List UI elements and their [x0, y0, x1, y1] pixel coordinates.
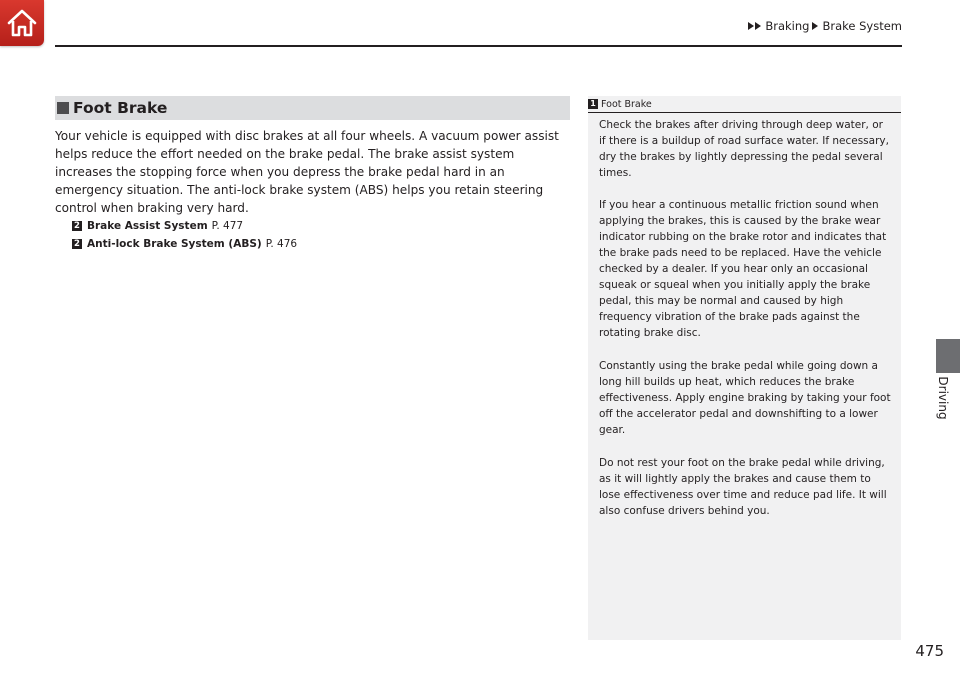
xref-page: P. 477: [211, 220, 244, 232]
xref-page: P. 476: [265, 238, 298, 250]
breadcrumb-arrow-icon: [748, 22, 754, 30]
section-body-text: Your vehicle is equipped with disc brakes at all four wheels. A vacuum power assist helps reduce the effort needed on the brake pedal. The brake assist system increases the stopping force when you depress the brake pedal hard in an emergency situation. The anti-lock brake system (ABS) helps you retain steering control when braking very hard.: [55, 129, 559, 215]
note-paragraph: Check the brakes after driving through deep water, or if there is a buildup of road surface water. If necessary, dry the brakes by lightly depressing the pedal several times.: [599, 119, 889, 179]
xref-anti-lock-brake-system[interactable]: [72, 238, 297, 250]
xref-arrow-icon: 2: [72, 221, 82, 231]
note-paragraph: Constantly using the brake pedal while going down a long hill builds up heat, which reduces the brake effectiveness. Apply engine braking by taking your foot off the accelerator pedal and downshifting to a lower gear.: [599, 360, 891, 436]
note-paragraph: Do not rest your foot on the brake pedal while driving, as it will lightly apply the brakes and cause them to lose effectiveness over time and reduce pad life. It will also confuse drivers behind you.: [599, 457, 887, 517]
xref-arrow-icon: 2: [72, 239, 82, 249]
home-icon: [5, 6, 39, 40]
section-title: Foot Brake: [73, 99, 168, 117]
header-divider: [55, 45, 902, 47]
home-button[interactable]: [0, 0, 44, 46]
breadcrumb-arrow-icon: [812, 22, 818, 30]
section-header: [55, 96, 570, 120]
page-number: 475: [915, 642, 944, 660]
section-square-icon: [57, 102, 69, 114]
note-marker-icon: 1: [588, 99, 598, 109]
xref-title: Brake Assist System: [87, 220, 208, 232]
breadcrumb-arrow-icon: [755, 22, 761, 30]
xref-brake-assist-system[interactable]: [72, 220, 243, 232]
breadcrumb-item-braking[interactable]: Braking: [765, 19, 810, 33]
breadcrumb-item-brake-system: Brake System: [822, 19, 902, 33]
note-paragraph: If you hear a continuous metallic friction sound when applying the brakes, this is caused by the brake wear indicator rubbing on the brake rotor and indicates that the brake pads need to be replaced. Have the vehicle checked by a dealer. If you hear only an occasional squeak or squeal when you initially apply the brake pedal, this may be normal and caused by high frequency vibration of the brake pads against the rotating brake disc.: [599, 199, 887, 339]
note-title: Foot Brake: [601, 98, 652, 110]
xref-title: Anti-lock Brake System (ABS): [87, 238, 262, 250]
chapter-tab-label: Driving: [936, 376, 950, 420]
note-header: [588, 96, 901, 113]
breadcrumb: [748, 19, 902, 33]
